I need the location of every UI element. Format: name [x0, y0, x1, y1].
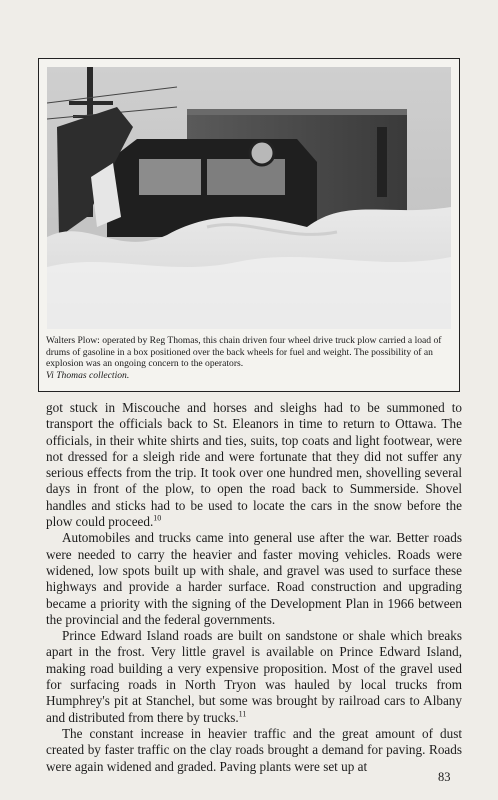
caption-text: Walters Plow: operated by Reg Thomas, this chain driven four wheel drive truck plow carried a load of drums of gasoline in a box positioned over the back wheels for fuel and weight. The possibility of an explosion was an ongoing concern to the operators.: [46, 335, 442, 370]
footnote-ref-11[interactable]: 11: [238, 709, 247, 719]
snow-plow-photo-image: [47, 67, 451, 329]
paragraph-4-text: The constant increase in heavier traffic and the great amount of dust created by faster traffic on the clay roads brought a demand for paving. Roads were again widened and graded. Paving plants were set up at: [46, 725, 462, 774]
photo-credit: Vi Thomas collection.: [46, 369, 130, 381]
body-text: [46, 400, 462, 775]
figure: [38, 58, 460, 392]
paragraph-1: [46, 400, 462, 530]
paragraph-3-text: Prince Edward Island roads are built on sandstone or shale which breaks apart in the frost. Very little gravel is available on Prince Edward Island, making road building a very expensive proposition. Most of the gravel used for surfacing roads in North Tryon was hauled by local trucks from Humphrey's pit at Stanchel, but some was brought by railroad cars to Albany and distributed from there by trucks.: [46, 628, 462, 725]
page-number: 83: [438, 770, 451, 784]
footnote-ref-10[interactable]: 10: [153, 513, 162, 523]
snow-plow-photo: [47, 67, 451, 329]
paragraph-2: [46, 530, 462, 628]
paragraph-4: [46, 726, 462, 775]
figure-caption: [46, 335, 452, 381]
paragraph-3: [46, 628, 462, 726]
paragraph-2-text: Automobiles and trucks came into general use after the war. Better roads were needed to carry the heavier and faster moving vehicles. Roads were widened, low spots built up with shale, and gravel was used to surface these highways and provide a harder surface. Road construction and upgrading became a priority with the signing of the Development Plan in 1966 between the provincial and the federal governments.: [46, 530, 462, 627]
paragraph-1-text: got stuck in Miscouche and horses and sleighs had to be summoned to transport the officials back to St. Eleanors in time to return to Ottawa. The officials, in their white shirts and ties, suits, top coats and light footwear, were not dressed for a sleigh ride and were fortunate that they did not suffer any serious effects from the trip. It took over one hundred men, shovelling several days in front of the plow, to open the road back to Summerside. Shovel handles and sticks had to be used to locate the cars in the snow before the plow could proceed.: [46, 400, 462, 530]
